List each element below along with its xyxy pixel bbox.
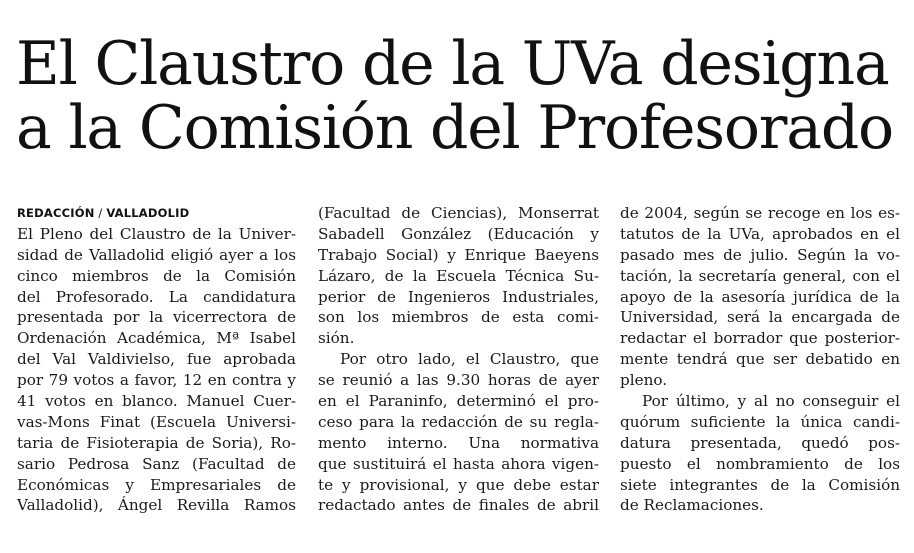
- text-line: 41 votos en blanco. Manuel Cuer-: [17, 392, 296, 411]
- text-line: Valladolid), Ángel Revilla Ramos: [17, 496, 296, 515]
- text-line: quórum suficiente la única candi-: [620, 412, 900, 431]
- text-line: siete integrantes de la Comisión: [620, 475, 900, 494]
- text-line: sario Pedrosa Sanz (Facultad de: [17, 454, 296, 473]
- article-column-1: [17, 203, 296, 516]
- text-line: presentada por la vicerrectora de: [17, 308, 296, 327]
- text-line: Lázaro, de la Escuela Técnica Su-: [318, 266, 599, 285]
- text-line: vas-Mons Finat (Escuela Universi-: [17, 412, 296, 431]
- text-line: se reunió a las 9.30 horas de ayer: [318, 371, 599, 390]
- text-line: taria de Fisioterapia de Soria), Ro-: [17, 433, 296, 452]
- text-line: tación, la secretaría general, con el: [620, 266, 900, 285]
- text-line: redactar el borrador que posterior-: [620, 329, 900, 348]
- text-line: sión.: [318, 329, 355, 348]
- text-line: sidad de Valladolid eligió ayer a los: [17, 245, 296, 264]
- byline-location: VALLADOLID: [106, 206, 190, 220]
- text-line: datura presentada, quedó pos-: [620, 433, 900, 452]
- text-line: de Reclamaciones.: [620, 496, 764, 515]
- text-line: pasado mes de julio. Según la vo-: [620, 245, 900, 264]
- text-line: Económicas y Empresariales de: [17, 475, 296, 494]
- text-line: que sustituirá el hasta ahora vigen-: [318, 454, 599, 473]
- text-line: Universidad, será la encargada de: [620, 308, 900, 327]
- text-line: son los miembros de esta comi-: [318, 308, 599, 327]
- text-line: Trabajo Social) y Enrique Baeyens: [318, 245, 599, 264]
- text-line: mento interno. Una normativa: [318, 433, 599, 452]
- text-line: mente tendrá que ser debatido en: [620, 350, 900, 369]
- byline: [17, 203, 296, 224]
- text-line: perior de Ingenieros Industriales,: [318, 287, 599, 306]
- text-line: tatutos de la UVa, aprobados en el: [620, 224, 900, 243]
- text-line: apoyo de la asesoría jurídica de la: [620, 287, 900, 306]
- text-line: del Val Valdivielso, fue aprobada: [17, 350, 296, 369]
- byline-section: REDACCIÓN: [17, 206, 95, 220]
- headline-line: El Claustro de la UVa designa: [16, 29, 889, 99]
- article-column-2: [318, 203, 599, 516]
- headline: [16, 29, 906, 163]
- paragraph-start-line: Por último, y al no conseguir el: [642, 392, 900, 411]
- text-line: de 2004, según se recoge en los es-: [620, 204, 900, 222]
- text-line: Sabadell González (Educación y: [318, 224, 599, 243]
- paragraph-start-line: Por otro lado, el Claustro, que: [340, 350, 599, 369]
- text-line: del Profesorado. La candidatura: [17, 287, 296, 306]
- text-line: ceso para la redacción de su regla-: [318, 412, 599, 431]
- article-column-3: [620, 203, 900, 516]
- text-line: pleno.: [620, 371, 668, 390]
- headline-line: a la Comisión del Profesorado: [16, 93, 893, 163]
- text-line: (Facultad de Ciencias), Monserrat: [318, 204, 599, 222]
- text-line: te y provisional, y que debe estar: [318, 475, 599, 494]
- text-line: El Pleno del Claustro de la Univer-: [17, 224, 296, 243]
- text-line: por 79 votos a favor, 12 en contra y: [17, 371, 296, 390]
- text-line: en el Paraninfo, determinó el pro-: [318, 392, 599, 411]
- text-line: Ordenación Académica, Mª Isabel: [17, 329, 296, 348]
- text-line: cinco miembros de la Comisión: [17, 266, 296, 285]
- text-line: puesto el nombramiento de los: [620, 454, 900, 473]
- byline-separator: /: [94, 206, 107, 220]
- text-line: redactado antes de finales de abril: [318, 496, 599, 515]
